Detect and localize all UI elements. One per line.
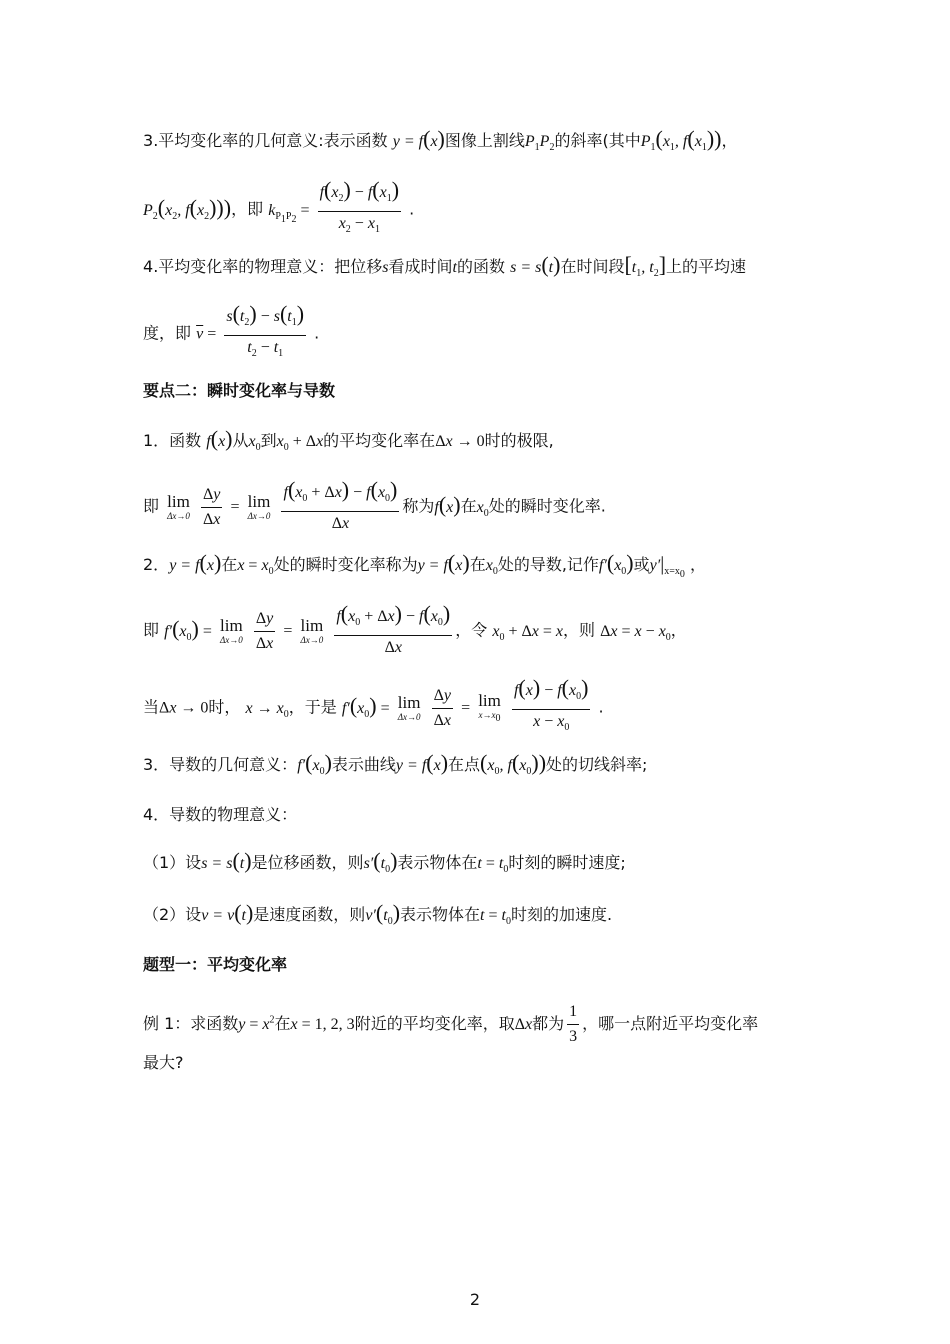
p4-line1: [143, 254, 810, 285]
q4-title: 4．导数的物理意义：: [143, 805, 298, 824]
example-text: 附近的平均变化率，取: [354, 1014, 515, 1033]
q4-item-1: [143, 850, 810, 881]
difference-quotient: $\frac{f(x_0 + \Delta x) - f(x_0)}{\Delta x}$: [336, 601, 451, 657]
q2-text: 处的瞬时变化率称为: [273, 555, 418, 574]
q2-text: ，于是: [288, 697, 337, 717]
formula-x0-dx: $x_0 + \Delta x$: [276, 433, 324, 454]
formula-interval: [$t_1$, $t_2$]: [624, 252, 667, 280]
q4-text: （2）设: [143, 905, 202, 924]
q2-text: ，: [670, 620, 687, 640]
formula-fprime-x0: $f'(x_0)$ =: [164, 615, 212, 643]
formula-y-x2: $y = x^2$: [238, 1014, 275, 1033]
page-number: 2: [469, 1290, 481, 1309]
q1-text: 处的瞬时变化率.: [488, 496, 606, 516]
q3-line: [143, 752, 810, 783]
q2-text: 时，: [208, 697, 241, 717]
q2-line3: 当Δx → 0时， $x \to x_0$，于是 $f'(x_0)$ = lim Δx→0 $\frac{\Delta y}{\Delta x}$ = lim $x\to x_0$ $\frac{f(x) - f(x_0)}{x - x_0}$ .: [143, 676, 810, 740]
fraction-one-third: $\frac{1}{3}$: [567, 1000, 579, 1049]
dy-dx-fraction: $\frac{\Delta y}{\Delta x}$: [201, 483, 222, 532]
p4-text: 在时间段: [560, 257, 625, 276]
velocity-fraction: $\frac{s(t_2) - s(t_1)}{t_2 - t_1}$: [226, 301, 305, 360]
slope-fraction: $\frac{f(x_2) - f(x_1)}{x_2 - x_1}$: [319, 177, 400, 236]
q2-line2: 即 $f'(x_0)$ = lim Δx→0 $\frac{\Delta y}{\Delta x}$ = lim Δx→0 $\frac{f(x_0 + \Delta x) - f(x_0)}{\Delta x}$ ，令 $x_0 + \Delta x = x$，则 $\Delta x = x - x_0$，: [143, 602, 810, 660]
formula-v-vt: v = v(t): [201, 900, 254, 925]
q1-text: 的平均变化率在: [323, 431, 436, 450]
formula-t-eq-t0: $t = t_0$: [480, 907, 511, 928]
q2-text: 即: [143, 620, 160, 640]
limit-operator: lim Δx→0: [247, 492, 271, 522]
formula-dx: Δx: [514, 1016, 533, 1033]
example-line1: [143, 1000, 810, 1049]
formula-y-fx: y = f(x): [392, 126, 445, 151]
p4-number: 4: [143, 257, 154, 276]
formula-dx-to-0: Δx → 0: [159, 699, 209, 717]
p4-text: 上的平均速: [666, 257, 747, 276]
q1-text: 1．函数: [143, 431, 202, 450]
p3-text: .: [409, 199, 415, 219]
q2-text: .: [598, 697, 604, 717]
formula-x-values: x = 1, 2, 3: [290, 1016, 355, 1033]
formula-p1p2: $P_1P_2$: [524, 133, 555, 154]
example-text: ，哪一点附近平均变化率: [582, 1014, 759, 1033]
q2-line1: [143, 552, 810, 586]
difference-quotient: $\frac{f(x_0 + \Delta x) - f(x_0)}{\Delta x}$: [283, 477, 398, 533]
formula-fx: f(x): [206, 426, 233, 451]
q2-text: 在: [221, 555, 238, 574]
formula-slope: $k_{P_1P_2}$ =: [268, 201, 310, 225]
q4-text: 时刻的加速度.: [510, 905, 613, 924]
formula-t-eq-t0: $t = t_0$: [477, 855, 509, 876]
p3-line1: [143, 128, 810, 159]
q4-text: 是位移函数，则: [251, 853, 364, 872]
limit-operator: lim Δx→0: [167, 492, 190, 522]
example-text: 都为: [532, 1014, 565, 1033]
q2-text: 当: [143, 697, 160, 717]
limit-operator: lim Δx→0: [397, 693, 421, 723]
q2-text: 2．: [143, 555, 170, 574]
formula-p2: $P_2(x_2$, $f(x_2)$)): [143, 194, 232, 222]
formula-x-to-x0: $x \to x_0$: [245, 699, 289, 720]
formula-s: s: [382, 259, 389, 276]
p4-line2: [143, 302, 810, 366]
limit-operator: lim Δx→0: [300, 616, 324, 646]
p3-text: ，: [231, 199, 248, 219]
formula-x-eq-x0: $x = x_0$: [237, 557, 274, 578]
formula-x0: $x_0$: [485, 557, 498, 578]
formula-x0: $x_0$: [248, 433, 261, 454]
formula-p1: $P_1(x_1$, $f(x_1)$): [640, 126, 722, 154]
q4-text: 是速度函数，则: [253, 905, 366, 924]
p3-text: 图像上割线: [444, 131, 525, 150]
formula-dx: $\Delta x = x - x_0$: [600, 622, 671, 643]
limit-operator: lim Δx→0: [219, 616, 243, 646]
q4-text: 时刻的瞬时速度;: [508, 853, 626, 872]
formula-fx: f(x): [434, 491, 461, 517]
derivative-quotient: $\frac{f(x) - f(x_0)}{x - x_0}$: [513, 675, 589, 734]
p4-text: 的函数: [456, 257, 505, 276]
formula-vbar: $\overline{v}$ =: [196, 325, 217, 343]
example-line2: 最大?: [143, 1053, 184, 1072]
q2-text: ，令: [455, 620, 488, 640]
p4-text: .: [314, 323, 320, 343]
section-heading-2: 要点二：瞬时变化率与导数: [143, 381, 336, 400]
p3-text: 即: [247, 199, 264, 219]
q2-text: ，: [690, 555, 707, 574]
formula-x0: $x_0$: [476, 498, 489, 519]
q4-text: 表示物体在: [400, 905, 481, 924]
p4-text: 度，即: [143, 323, 192, 343]
q1-text: 称为: [402, 496, 435, 516]
q1-text: 在: [460, 496, 477, 516]
p4-text: .平均变化率的物理意义：把位移: [153, 257, 383, 276]
q3-text: 3．导数的几何意义：: [143, 755, 298, 774]
formula-s-st: s = s(t): [201, 848, 252, 873]
q3-text: 表示曲线: [331, 755, 396, 774]
dy-dx-fraction: $\frac{\Delta y}{\Delta x}$: [254, 607, 275, 656]
q1-line1: [143, 428, 810, 459]
q3-text: 在点: [448, 755, 481, 774]
q4-text: 表示物体在: [397, 853, 478, 872]
formula-fprime-x0: $f'(x_0)$: [297, 750, 332, 778]
q1-text: 到: [260, 431, 277, 450]
q2-text: 在: [469, 555, 486, 574]
formula-t: t: [452, 259, 457, 276]
example-text: 在: [274, 1014, 291, 1033]
p3-text: .平均变化率的几何意义:表示函数: [153, 131, 388, 150]
formula-fprime-x0: $f'(x_0)$: [598, 550, 634, 578]
q2-text: 处的导数,记作: [497, 555, 599, 574]
p3-line2: [143, 178, 810, 242]
q2-text: 或: [633, 555, 650, 574]
formula-substitution: $x_0 + \Delta x = x$: [492, 622, 563, 643]
limit-operator: lim $x\to x_0$: [478, 691, 501, 725]
q1-text: 从: [232, 431, 249, 450]
formula-y-fx: y = f(x): [169, 550, 222, 575]
formula-point: ($x_0$, $f(x_0)$): [480, 750, 547, 778]
q1-line2: 即 lim Δx→0 $\frac{\Delta y}{\Delta x}$ = lim Δx→0 $\frac{f(x_0 + \Delta x) - f(x_0)}{\Delta x}$ 称为f(x)在$x_0$处的瞬时变化率.: [143, 478, 810, 536]
q4-item-2: [143, 902, 810, 933]
formula-yprime-at-x0: $y'|_{x=x_0}$: [649, 553, 685, 581]
formula-dx-to-0: Δx → 0: [435, 433, 485, 450]
formula-y-fx: y = f(x): [395, 750, 449, 775]
formula-s-st: s = s(t): [510, 252, 561, 277]
q1-text: 时的极限,: [484, 431, 554, 450]
formula-fprime-x0: $f'(x_0)$ =: [341, 692, 390, 720]
formula-y-fx: y = f(x): [417, 550, 470, 575]
q2-text: ，则: [563, 620, 596, 640]
q3-text: 处的切线斜率;: [546, 755, 648, 774]
q1-text: 即: [143, 496, 160, 516]
p3-text: ，: [721, 131, 738, 150]
formula-sprime-t0: $s'(t_0)$: [363, 848, 398, 876]
section-heading-3: 题型一：平均变化率: [143, 955, 288, 974]
p4-text: 看成时间: [388, 257, 453, 276]
formula-vprime-t0: $v'(t_0)$: [365, 900, 401, 928]
example-text: 例 1：求函数: [143, 1014, 239, 1033]
p3-number: 3: [143, 131, 154, 150]
q4-text: （1）设: [143, 853, 202, 872]
p3-text: 的斜率(其中: [554, 131, 641, 150]
dy-dx-fraction: $\frac{\Delta y}{\Delta x}$: [432, 684, 453, 733]
